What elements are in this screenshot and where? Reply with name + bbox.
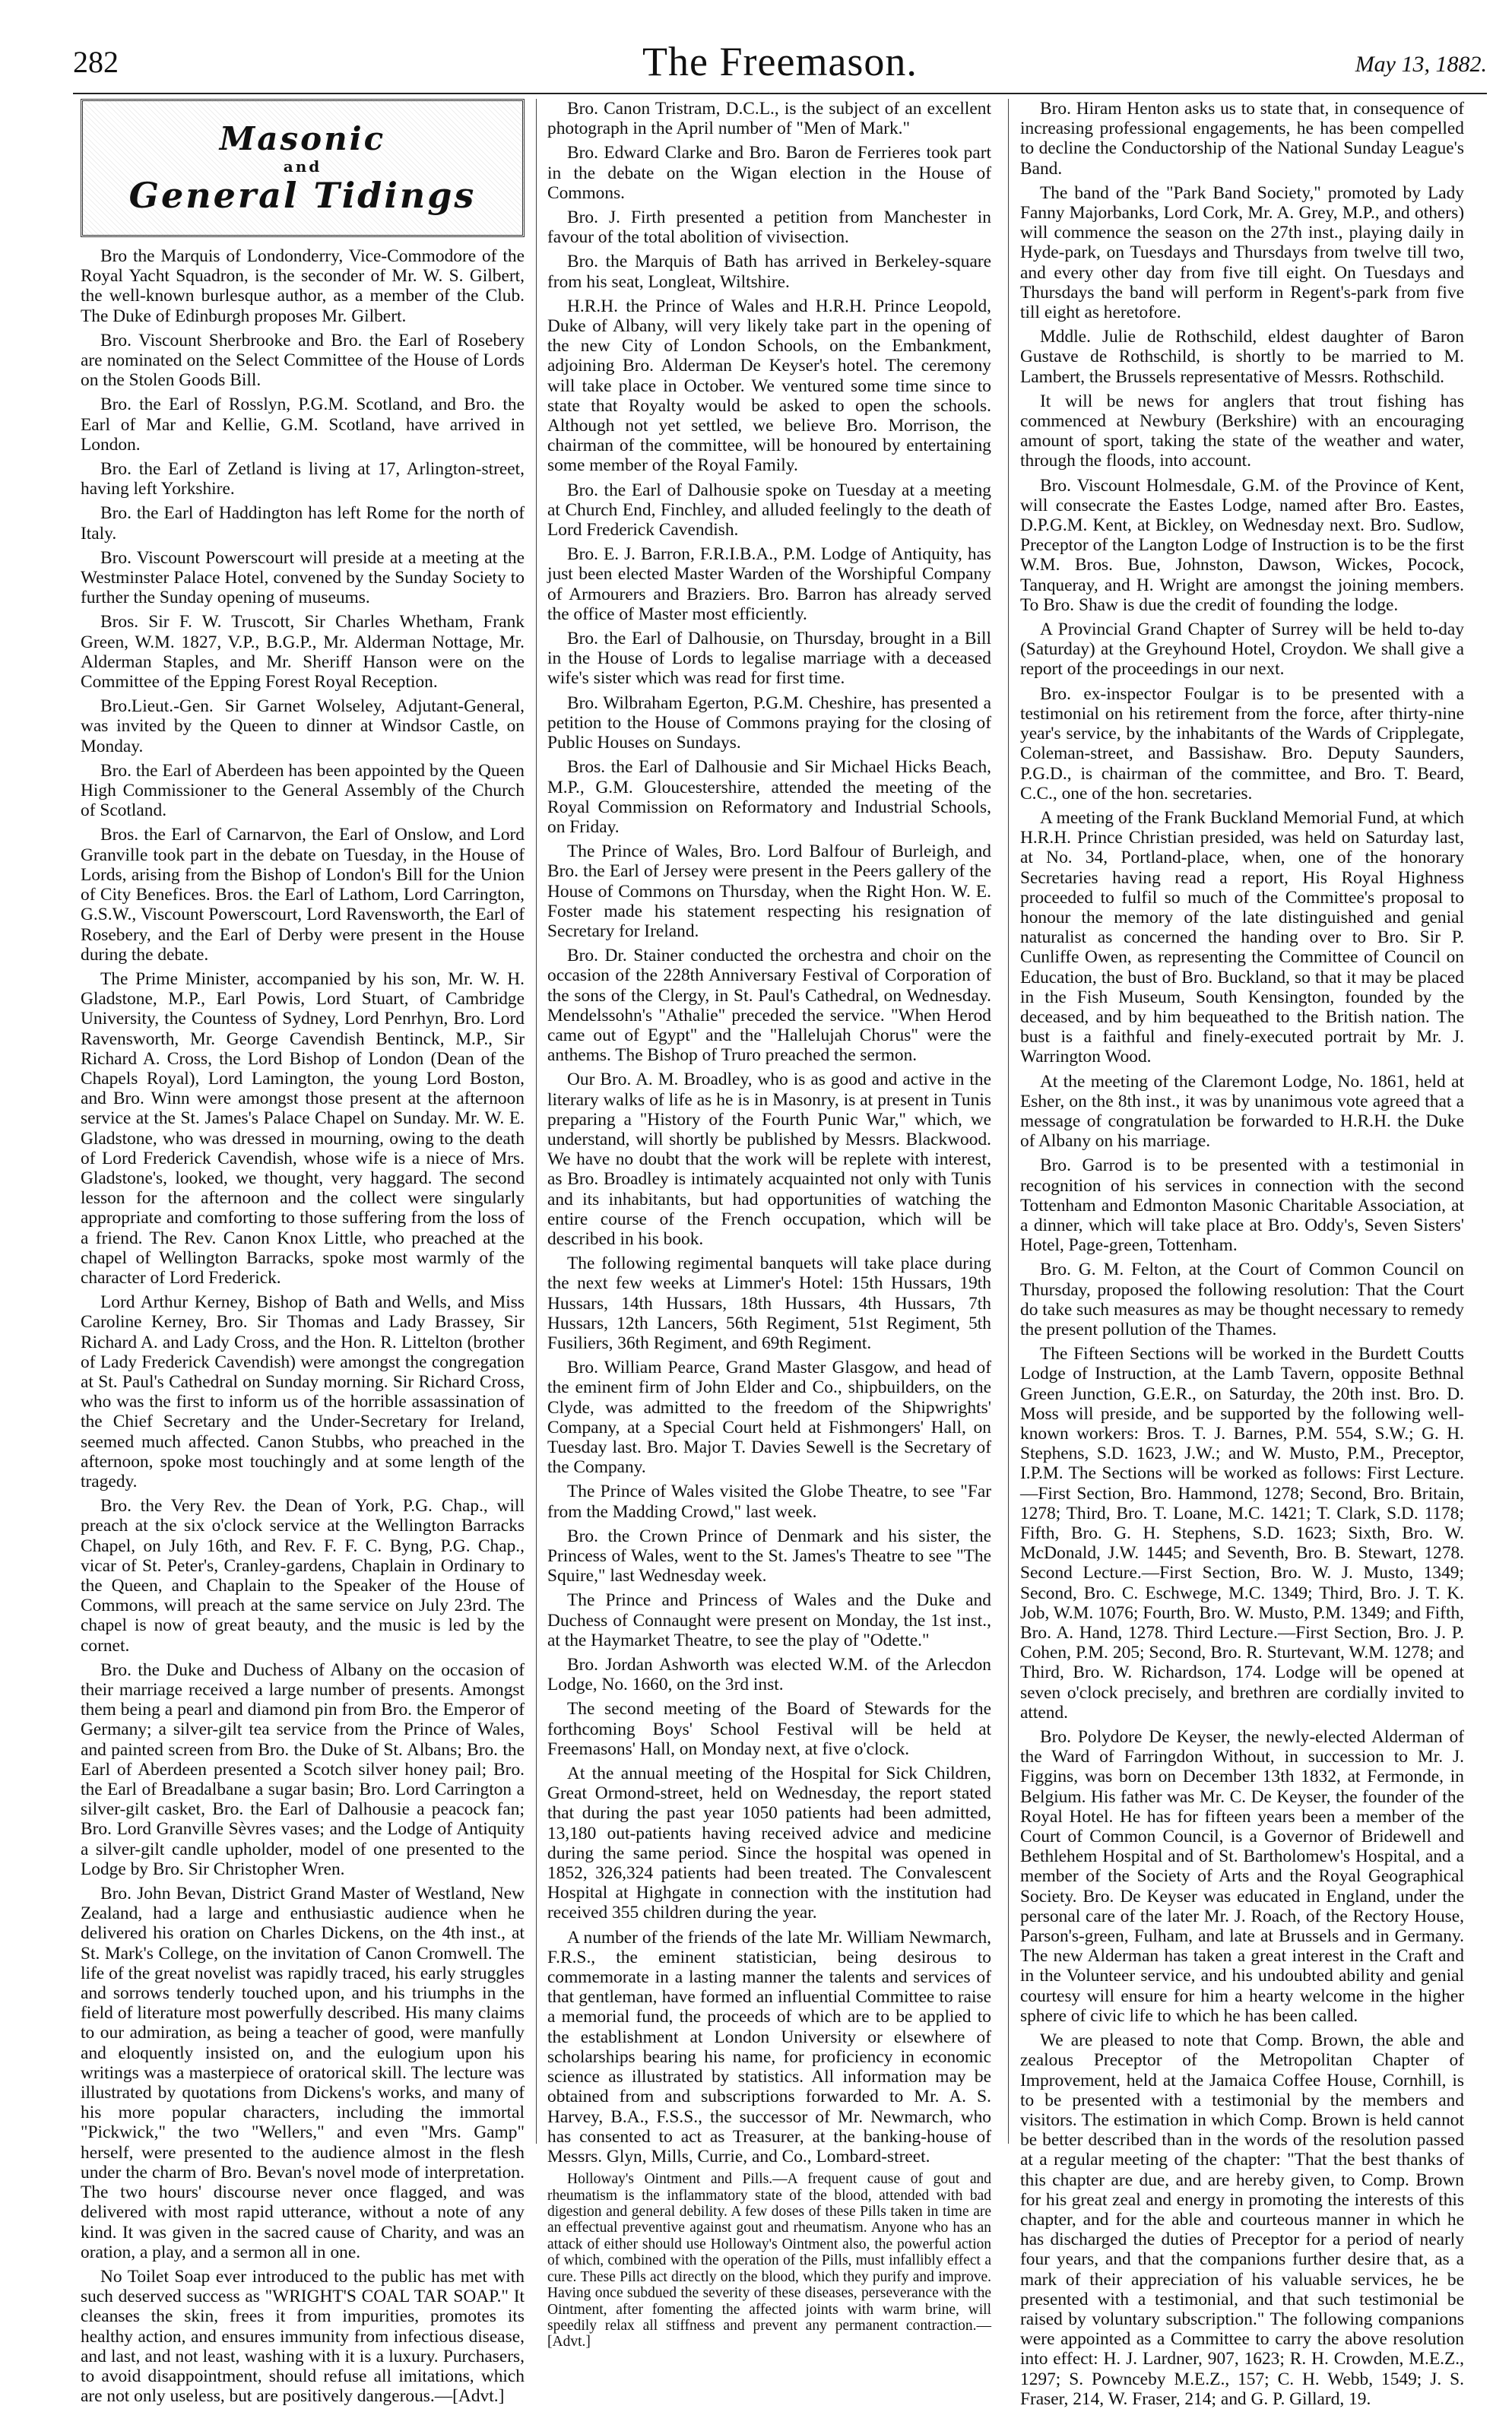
news-paragraph: No Toilet Soap ever introduced to the public has met with such deserved success as "WRIGHT'S COAL TAR SOAP." It cleanses the skin, frees it from impurities, promotes its healthy action, and ensures immunity from infectious disease, and last, and not least, washing with it is a luxury. Purchasers, to avoid disappointment, should refuse all imitations, which are not only useless, but are positively dangerous.—[Advt.] [81, 2266, 525, 2407]
news-paragraph: Bro. the Duke and Duchess of Albany on the occasion of their marriage received a large number of presents. Amongst them being a pearl and diamond pin from Bro. the Emperor of Germany; a silver-gilt tea service from the Prince of Wales, and painted screen from Bro. the Duke of St. Albans; Bro. the Earl of Aberdeen presented a Scotch silver honey pail; Bro. the Earl of Breadalbane a sugar basin; Bro. Lord Carrington a silver-gilt casket, Bro. the Earl of Dalhousie a peacock fan; Bro. Lord Granville Sèvres vases; and the Lodge of Antiquity a silver-gilt candle upholder, model of one presented to the Lodge by Bro. Sir Christopher Wren. [81, 1659, 525, 1879]
news-paragraph: Bro. Viscount Holmesdale, G.M. of the Province of Kent, will consecrate the Eastes Lodge, named after Bro. Eastes, D.P.G.M. Kent, at Bickley, on Wednesday next. Bro. Sudlow, Preceptor of the Langton Lodge of Instruction is to be the first W.M. Bros. Bue, Johnston, Dawson, Wickes, Pocock, Tanqueray, and H. Wright are amongst the joining members. To Bro. Shaw is due the credit of founding the lodge. [1020, 475, 1464, 615]
news-paragraph: Our Bro. A. M. Broadley, who is as good and active in the literary walks of life as he is in Masonry, is at present in Tunis preparing a "History of the Fourth Punic War," which, we understand, will shortly be published by Messrs. Blackwood. We have no doubt that the work will be replete with interest, as Bro. Broadley is intimately acquainted not only with Tunis and its inhabitants, but had opportunities of watching the entire course of the French occupation, which will be described in his book. [547, 1070, 991, 1249]
column-3 [1020, 99, 1464, 2409]
news-paragraph: Bro. the Earl of Aberdeen has been appointed by the Queen High Commissioner to the General Assembly of the Church of Scotland. [81, 760, 525, 821]
news-paragraph: Bro. John Bevan, District Grand Master of Westland, New Zealand, had a large and enthusiastic audience when he delivered his oration on Charles Dickens, on the 4th inst., at St. Mark's College, on the invitation of Canon Cromwell. The life of the great novelist was rapidly traced, his early struggles and sorrows tenderly touched upon, and his triumphs in the field of literature most powerfully described. His many claims to our admiration, as being a teacher of good, were manfully and eloquently insisted on, and the eulogium upon his writings was a masterpiece of oratorical skill. The lecture was illustrated by quotations from Dickens's works, and many of his more popular characters, including the immortal "Pickwick," the two "Wellers," and even "Mrs. Gamp" herself, were presented to the audience almost in the flesh under the charm of Bro. Bevan's novel mode of interpretation. The two hours' discourse never once flagged, and was delivered with most rapid utterance, without a note of any kind. It was given in the sacred cause of Charity, and was an oration, a play, and a sermon all in one. [81, 1884, 525, 2262]
news-paragraph: Bro. the Earl of Dalhousie spoke on Tuesday at a meeting at Church End, Finchley, and alluded feelingly to the death of Lord Frederick Cavendish. [547, 480, 991, 540]
column-divider [536, 99, 537, 2144]
news-paragraph: Bro. J. Firth presented a petition from Manchester in favour of the total abolition of vivisection. [547, 208, 991, 248]
news-paragraph: Bro. the Earl of Zetland is living at 17, Arlington-street, having left Yorkshire. [81, 459, 525, 499]
news-paragraph: H.R.H. the Prince of Wales and H.R.H. Prince Leopold, Duke of Albany, will very likely take part in the opening of the new City of London Schools, on the Embankment, adjoining Bro. Alderman De Keyser's hotel. The ceremony will take place in October. We ventured some time since to state that Royalty would be asked to open the schools. Although not yet settled, we believe Bro. Morrison, the chairman of the committee, will be honoured by entertaining some member of the Royal Family. [547, 296, 991, 476]
news-paragraph: Bro. William Pearce, Grand Master Glasgow, and head of the eminent firm of John Elder and Co., shipbuilders, on the Clyde, was admitted to the freedom of the Shipwrights' Company, at a Special Court held at Fishmongers' Hall, on Tuesday last. Bro. Major T. Davies Sewell is the Secretary of the Company. [547, 1358, 991, 1478]
news-paragraph: Bro.Lieut.-Gen. Sir Garnet Wolseley, Adjutant-General, was invited by the Queen to dinner at Windsor Castle, on Monday. [81, 696, 525, 756]
news-paragraph: Bro. Garrod is to be presented with a testimonial in recognition of his services in connection with the second Tottenham and Edmonton Masonic Charitable Association, at a dinner, which will take place at Bro. Oddy's, Seven Sisters' Hotel, Page-green, Tottenham. [1020, 1155, 1464, 1256]
news-paragraph: At the meeting of the Claremont Lodge, No. 1861, held at Esher, on the 8th inst., it was by unanimous vote agreed that a message of congratulation be forwarded to H.R.H. the Duke of Albany on his marriage. [1020, 1071, 1464, 1152]
section-masthead [81, 99, 525, 237]
news-paragraph: Bro. the Earl of Haddington has left Rome for the north of Italy. [81, 503, 525, 544]
news-paragraph: Bro. the Earl of Rosslyn, P.G.M. Scotland, and Bro. the Earl of Mar and Kellie, G.M. Scotland, have arrived in London. [81, 395, 525, 455]
news-paragraph: Bro. Polydore De Keyser, the newly-elected Alderman of the Ward of Farringdon Without, in succession to Mr. J. Figgins, was born on December 13th 1832, at Fermonde, in Belgium. His father was Mr. C. De Keyser, the founder of the Royal Hotel. He has for fifteen years been a member of the Court of Common Council, is a Governor of Bridewell and Bethlehem Hospital and of St. Bartholomew's Hospital, and a member of the Society of Arts and the Royal Geographical Society. Bro. De Keyser was educated in England, under the personal care of the later Mr. J. Roach, of the Rectory House, Parson's-green, Fulham, and late at Brussels and in Germany. The new Alderman has taken a great interest in the Craft and in the Volunteer service, and his undoubted ability and genial courtesy will ensure for him a hearty welcome in the higher sphere of civic life to which he has been called. [1020, 1727, 1464, 2026]
news-paragraph: The Fifteen Sections will be worked in the Burdett Coutts Lodge of Instruction, at the Lamb Tavern, opposite Bethnal Green Junction, G.E.R., on Saturday, the 20th inst. Bro. D. Moss will preside, and be supported by the following well-known workers: Bros. T. J. Barnes, P.M. 554, S.W.; G. H. Stephens, S.D. 1623, J.W.; and W. Musto, P.M., Preceptor, I.P.M. The Sections will be worked as follows: First Lecture.—First Section, Bro. Hammond, 1278; Second, Bro. Britain, 1278; Third, Bro. T. Loane, M.C. 1421; T. Clark, S.D. 1178; Fifth, Bro. G. H. Stephens, S.D. 1623; Sixth, Bro. W. McDonald, J.W. 1445; and Seventh, Bro. B. Stewart, 1278. Second Lecture.—First Section, Bro. W. J. Musto, 1349; Second, Bro. C. Eschwege, M.C. 1349; Third, Bro. J. T. K. Job, W.M. 1076; Fourth, Bro. W. Musto, P.M. 1349; and Fifth, Bro. A. Hand, 1278. Third Lecture.—First Section, Bro. J. P. Cohen, P.M. 205; Second, Bro. R. Sturtevant, W.M. 1278; and Third, Bro. W. Richardson, 174. Lodge will be opened at seven o'clock precisely, and brethren are cordially invited to attend. [1020, 1344, 1464, 1723]
column-2 [547, 99, 991, 2350]
page-header [73, 38, 1487, 88]
news-paragraph: Bro. Dr. Stainer conducted the orchestra and choir on the occasion of the 228th Anniversary Festival of Corporation of the sons of the Clergy, in St. Paul's Cathedral, on Wednesday. Mendelssohn's "Athalie" preceded the service. "When Herod came out of Egypt" and the "Hallelujah Chorus" were the anthems. The Bishop of Truro preached the sermon. [547, 946, 991, 1066]
news-paragraph: At the annual meeting of the Hospital for Sick Children, Great Ormond-street, held on Wednesday, the report stated that during the past year 1050 patients had been admitted, 13,180 out-patients having received advice and medicine during the same period. Since the hospital was opened in 1852, 326,324 patients had been treated. The Convalescent Hospital at Highgate in connection with the institution had received 355 children during the year. [547, 1764, 991, 1923]
news-paragraph: Bro. the Very Rev. the Dean of York, P.G. Chap., will preach at the six o'clock service at the Wellington Barracks Chapel, on July 16th, and Rev. F. F. C. Byng, P.G. Chap., vicar of St. Peter's, Cranley-gardens, Chaplain in Ordinary to the Queen, and Chaplain to the Speaker of the House of Commons, will preach at the same service on July 23rd. The chapel is now of great beauty, and the music is led by the cornet. [81, 1496, 525, 1656]
column-divider [1008, 99, 1009, 2144]
news-paragraph: Bro. Edward Clarke and Bro. Baron de Ferrieres took part in the debate on the Wigan election in the House of Commons. [547, 143, 991, 203]
news-paragraph: The Prime Minister, accompanied by his son, Mr. W. H. Gladstone, M.P., Earl Powis, Lord Stuart, of Cambridge University, the Countess of Sydney, Lord Penrhyn, Bro. Lord Ravensworth, Mr. George Cavendish Bentinck, M.P., Sir Richard A. Cross, the Lord Bishop of London (Dean of the Chapels Royal), Lord Lamington, the young Lord Boston, and Bro. Winn were amongst those present at the afternoon service at the St. James's Palace Chapel on Sunday. Mr. W. E. Gladstone, who was dressed in mourning, owing to the death of Lord Frederick Cavendish, whose wife is a niece of Mrs. Gladstone's, looked, we thought, very haggard. The second lesson for the afternoon and the collect were singularly appropriate and comforting to those suffering from the loss of a friend. The Rev. Canon Knox Little, who preached at the chapel of Wellington Barracks, spoke most warmly of the character of Lord Frederick. [81, 968, 525, 1288]
news-paragraph: The Prince of Wales, Bro. Lord Balfour of Burleigh, and Bro. the Earl of Jersey were present in the Peers gallery of the House of Commons on Thursday, when the Right Hon. W. E. Foster made his statement respecting his resignation of Secretary for Ireland. [547, 842, 991, 941]
news-paragraph: Bro the Marquis of Londonderry, Vice-Commodore of the Royal Yacht Squadron, is the seconder of Mr. W. S. Gilbert, the well-known burlesque author, as a member of the Club. The Duke of Edinburgh proposes Mr. Gilbert. [81, 246, 525, 326]
news-paragraph: Bros. the Earl of Dalhousie and Sir Michael Hicks Beach, M.P., G.M. Gloucestershire, attended the meeting of the Royal Commission on Reformatory and Industrial Schools, on Friday. [547, 757, 991, 837]
masthead-line1: Masonic [219, 119, 386, 157]
news-paragraph: Holloway's Ointment and Pills.—A frequent cause of gout and rheumatism is the inflammatory state of the blood, attended with bad digestion and general debility. A few doses of these Pills taken in time are an effectual preventive against gout and rheumatism. Anyone who has an attack of either should use Holloway's Ointment also, the powerful action of which, combined with the operation of the Pills, must infallibly effect a cure. These Pills act directly on the blood, which they purify and improve. Having once subdued the severity of these diseases, perseverance with the Ointment, after fomenting the affected joints with warm brine, will speedily relax all stiffness and prevent any permanent contraction.—[Advt.] [547, 2171, 991, 2350]
page-number: 282 [73, 45, 119, 79]
news-paragraph: Lord Arthur Kerney, Bishop of Bath and Wells, and Miss Caroline Kerney, Bro. Sir Thomas and Lady Brassey, Sir Richard A. and Lady Cross, and the Hon. R. Littelton (brother of Lady Frederick Cavendish) were amongst the congregation at St. Paul's Cathedral on Sunday morning. Sir Richard Cross, who was the first to inform us of the horrible assassination of the Chief Secretary and the Under-Secretary for Ireland, seemed much affected. Canon Stubbs, who preached in the afternoon, spoke most touchingly and at some length of the tragedy. [81, 1292, 525, 1491]
news-paragraph: The second meeting of the Board of Stewards for the forthcoming Boys' School Festival will be held at Freemasons' Hall, on Monday next, at five o'clock. [547, 1699, 991, 1759]
news-paragraph: Bro. ex-inspector Foulgar is to be presented with a testimonial on his retirement from the force, after thirty-nine year's service, by the inhabitants of the Wards of Cripplegate, Coleman-street, and Bassishaw. Bro. Deputy Saunders, P.G.D., is chairman of the committee, and Bro. T. Beard, C.C., one of the hon. secretaries. [1020, 683, 1464, 804]
news-paragraph: Bro. the Earl of Dalhousie, on Thursday, brought in a Bill in the House of Lords to legalise marriage with a deceased wife's sister which was read for first time. [547, 629, 991, 689]
news-paragraph: We are pleased to note that Comp. Brown, the able and zealous Preceptor of the Metropolitan Chapter of Improvement, held at the Jamaica Coffee House, Cornhill, is to be presented with a testimonial by the members and visitors. The estimation in which Comp. Brown is held cannot be better described than in the words of the resolution passed at a regular meeting of the chapter: "That the best thanks of this chapter are due, and are hereby given, to Comp. Brown for his great zeal and energy in promoting the interests of this chapter, and for the able and courteous manner in which he has discharged the duties of Preceptor for a period of nearly four years, and that the companions further desire that, as a mark of their appreciation of his valuable services, he be presented with a testimonial, and that such testimonial be raised by voluntary subscription." The following companions were appointed as a Committee to carry the above resolution into effect: H. J. Lardner, 907, 1623; R. H. Crowden, M.E.Z., 1297; S. Pownceby M.E.Z., 157; C. H. Webb, 1549; J. S. Fraser, 214, W. Fraser, 214; and G. P. Gillard, 19. [1020, 2030, 1464, 2409]
news-paragraph: Bro. Jordan Ashworth was elected W.M. of the Arlecdon Lodge, No. 1660, on the 3rd inst. [547, 1655, 991, 1695]
news-paragraph: Bro. Canon Tristram, D.C.L., is the subject of an excellent photograph in the April number of "Men of Mark." [547, 99, 991, 139]
news-paragraph: The following regimental banquets will take place during the next few weeks at Limmer's Hotel: 15th Hussars, 19th Hussars, 14th Hussars, 18th Hussars, 4th Hussars, 7th Hussars, 12th Lancers, 56th Regiment, 51st Regiment, 5th Fusiliers, 36th Regiment, and 69th Regiment. [547, 1254, 991, 1353]
news-paragraph: The Prince and Princess of Wales and the Duke and Duchess of Connaught were present on Monday, the 1st inst., at the Haymarket Theatre, to see the play of "Odette." [547, 1590, 991, 1650]
news-paragraph: Bro. E. J. Barron, F.R.I.B.A., P.M. Lodge of Antiquity, has just been elected Master Warden of the Worshipful Company of Armourers and Braziers. Bro. Barron has already served the office of Master most efficiently. [547, 544, 991, 624]
news-paragraph: A Provincial Grand Chapter of Surrey will be held to-day (Saturday) at the Greyhound Hotel, Croydon. We shall give a report of the proceedings in our next. [1020, 620, 1464, 680]
issue-date: May 13, 1882. [1355, 52, 1487, 77]
news-paragraph: Mddle. Julie de Rothschild, eldest daughter of Baron Gustave de Rothschild, is shortly to be married to M. Lambert, the Brussels representative of Messrs. Rothschild. [1020, 327, 1464, 387]
news-paragraph: It will be news for anglers that trout fishing has commenced at Newbury (Berkshire) with an encouraging amount of sport, taking the state of the weather and water, through the floods, into account. [1020, 391, 1464, 471]
news-paragraph: Bro. Viscount Powerscourt will preside at a meeting at the Westminster Palace Hotel, convened by the Sunday Society to further the Sunday opening of museums. [81, 547, 525, 608]
news-paragraph: A number of the friends of the late Mr. William Newmarch, F.R.S., the eminent statistician, being desirous to commemorate in a lasting manner the talents and services of that gentleman, have formed an influential Committee to raise a memorial fund, the proceeds of which are to be applied to the establishment at London University or elsewhere of scholarships bearing his name, for proficiency in economic science as illustrated by statistics. All information may be obtained from and subscriptions forwarded to Mr. A. S. Harvey, B.A., F.S.S., the successor of Mr. Newmarch, who has consented to act as Treasurer, at the banking-house of Messrs. Glyn, Mills, Currie, and Co., Lombard-street. [547, 1927, 991, 2167]
masthead-line2: and [283, 157, 322, 176]
news-paragraph: The band of the "Park Band Society," promoted by Lady Fanny Majorbanks, Lord Cork, Mr. A. Grey, M.P., and others) will commence the season on the 27th inst., playing daily in Hyde-park, on Tuesdays and Thursdays from twelve till two, and every other day from five till eight. On Tuesdays and Thursdays the band will perform in Regent's-park from five till eight as heretofore. [1020, 182, 1464, 323]
news-paragraph: Bros. Sir F. W. Truscott, Sir Charles Whetham, Frank Green, W.M. 1827, V.P., B.G.P., Mr. Alderman Nottage, Mr. Alderman Staples, and Mr. Sheriff Hanson were on the Committee of the Epping Forest Royal Reception. [81, 612, 525, 693]
news-paragraph: Bros. the Earl of Carnarvon, the Earl of Onslow, and Lord Granville took part in the debate on Tuesday, in the House of Lords, arising from the Bishop of London's Bill for the Union of City Benefices. Bros. the Earl of Lathom, Lord Carrington, G.S.W., Viscount Powerscourt, Lord Ravensworth, the Earl of Rosebery, and the Earl of Derby were present in the House during the debate. [81, 825, 525, 965]
news-paragraph: The Prince of Wales visited the Globe Theatre, to see "Far from the Madding Crowd," last week. [547, 1482, 991, 1522]
news-paragraph: Bro. Viscount Sherbrooke and Bro. the Earl of Rosebery are nominated on the Select Committee of the House of Lords on the Stolen Goods Bill. [81, 330, 525, 391]
news-paragraph: Bro. the Marquis of Bath has arrived in Berkeley-square from his seat, Longleat, Wiltshire. [547, 252, 991, 292]
news-paragraph: Bro. the Crown Prince of Denmark and his sister, the Princess of Wales, went to the St. James's Theatre to see "The Squire," last Wednesday week. [547, 1526, 991, 1586]
news-paragraph: Bro. Hiram Henton asks us to state that, in consequence of increasing professional engagements, he has been compelled to decline the Conductorship of the National Sunday League's Band. [1020, 99, 1464, 179]
header-rule [73, 93, 1487, 94]
news-paragraph: A meeting of the Frank Buckland Memorial Fund, at which H.R.H. Prince Christian presided, was held on Saturday last, at No. 34, Portland-place, when, one of the honorary Secretaries having read a report, His Royal Highness proceeded to fulfil so much of the Committee's proposal to honour the memory of the late distinguished and genial naturalist as concerned the handing over to Bro. Sir P. Cunliffe Owen, as representing the Committee of Council on Education, the bust of Bro. Buckland, so that it may be placed in the Fish Museum, South Kensington, founded by the deceased, and by him bequeathed to the British nation. The bust is a faithful and finely-executed portrait by Mr. J. Warrington Wood. [1020, 807, 1464, 1067]
news-paragraph: Bro. G. M. Felton, at the Court of Common Council on Thursday, proposed the following resolution: That the Court do take such measures as may be thought necessary to remedy the present pollution of the Thames. [1020, 1260, 1464, 1339]
masthead-line3: General Tidings [128, 174, 477, 216]
news-paragraph: Bro. Wilbraham Egerton, P.G.M. Cheshire, has presented a petition to the House of Commons praying for the closing of Public Houses on Sundays. [547, 693, 991, 753]
newspaper-title: The Freemason. [642, 39, 918, 84]
column-1 [81, 99, 525, 2407]
